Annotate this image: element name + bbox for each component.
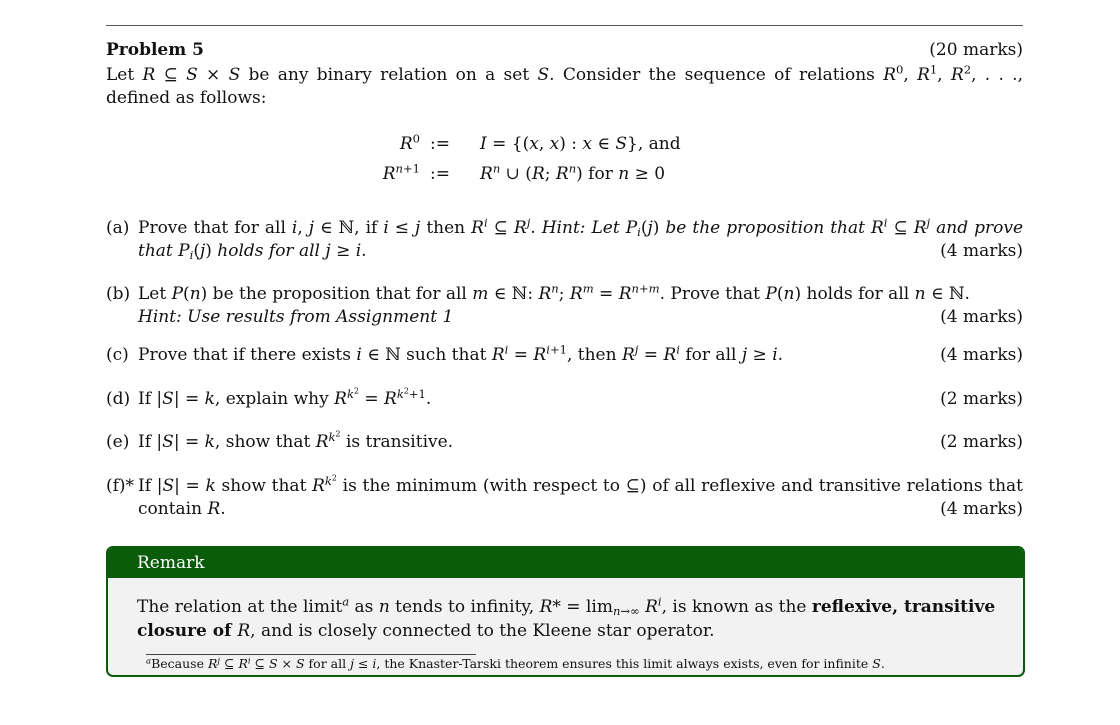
problem-header [106,40,1023,60]
footnote-rule [146,654,476,655]
part-a: (a) Prove that for all i, j ∈ ℕ, if i ≤ j then $R^i$ ⊆ $R^j$. Hint: Let $P_i(j)$ be the proposition that $R^i$ ⊆ $R^j$ and prove that $P_i(j)$ holds for all j ≥ i. (4 marks) [106,215,1024,262]
problem-intro: Let R ⊆ S × S be any binary relation on a set S. Consider the sequence of relations $R^0$, $R^1$, $R^2$, . . ., defined as follows: [106,62,1023,108]
part-d-marks: (2 marks) [940,389,1023,409]
part-b: (b) Let P(n) be the proposition that for all m ∈ ℕ: $R^n$; $R^m = R^{n+m}$. Prove that P(n) holds for all n ∈ ℕ. Hint: Use results from Assignment 1 (4 marks) [106,281,1023,327]
remark-footnote: $^a$Because $R^j$ ⊆ $R^i$ ⊆ S × S for all j ≤ i, the Knaster-Tarski theorem ensures this limit always exists, even for infinite S. [146,656,885,671]
remark-heading: Remark [108,548,1023,578]
part-b-marks: (4 marks) [940,307,1023,327]
part-f: (f)* If |S| = k show that $R^{k^2}$ is the minimum (with respect to ⊆) of all reflexive and transitive relations that contain R. (4 marks) [106,473,1024,519]
part-a-marks: (4 marks) [940,241,1023,261]
top-rule [106,25,1023,26]
part-c-marks: (4 marks) [940,345,1023,365]
part-e-marks: (2 marks) [940,432,1023,452]
problem-title: Problem 5 [106,40,204,60]
part-e: (e) If |S| = k, show that $R^{k^2}$ is transitive. (2 marks) [106,429,1023,452]
part-d: (d) If |S| = k, explain why $R^{k^2} = R^{k^2+1}$. (2 marks) [106,386,1023,409]
equation-step: $R^{n+1}$ := $R^n$ ∪ (R; $R^n$) for n ≥ 0 [382,161,666,184]
footnote-ref: a [342,594,350,609]
problem-marks: (20 marks) [929,40,1023,60]
remark-box [106,546,1025,677]
remark-text: The relation at the limit$^a$ as n tends to infinity, $R* = \lim_{n\to\infty} R^i$, is known as the reflexive, transitive closure of R, and is closely connected to the Kleene star operator. [137,594,996,641]
part-f-marks: (4 marks) [940,499,1023,519]
equation-base: $R^0$ := I = {(x, x) : x ∈ S}, and [399,131,681,154]
part-c: (c) Prove that if there exists i ∈ ℕ such that $R^i = R^{i+1}$, then $R^j = R^i$ for all j ≥ i. (4 marks) [106,342,1023,365]
